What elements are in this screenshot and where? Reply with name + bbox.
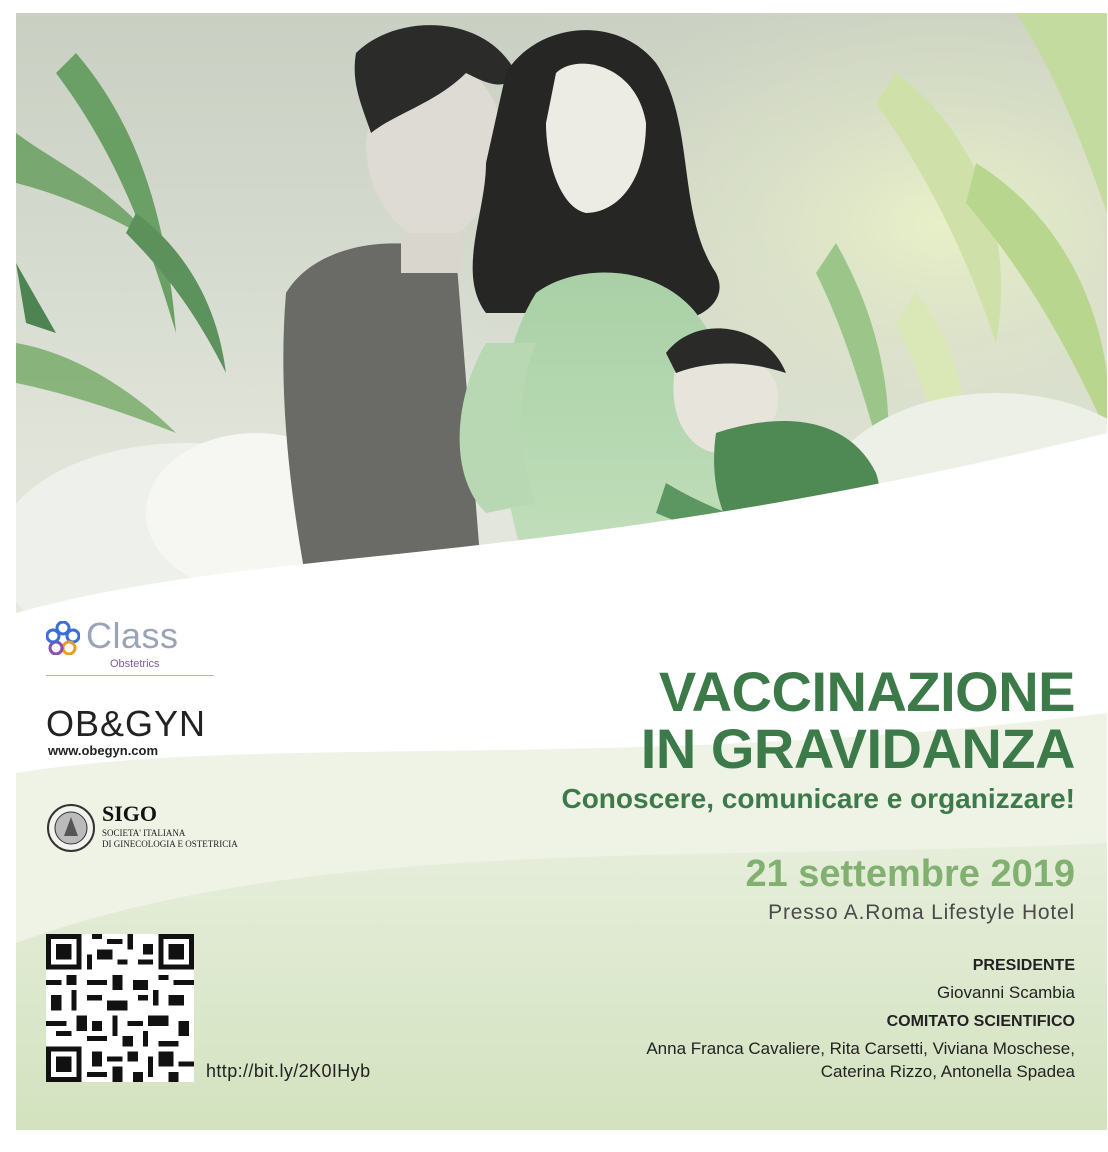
obgyn-logo <box>46 703 246 763</box>
seal-icon <box>46 803 96 853</box>
title-line: IN GRAVIDANZA <box>640 717 1075 780</box>
class-obstetrics-logo <box>46 615 216 677</box>
class-logo-word: Class <box>86 615 179 656</box>
illustration-family <box>16 13 1107 713</box>
divider <box>46 675 214 676</box>
sigo-subtitle-line: DI GINECOLOGIA E OSTETRICIA <box>102 839 238 849</box>
qr-code[interactable] <box>46 933 194 1083</box>
sigo-logo-name: SIGO <box>102 801 158 826</box>
event-title <box>640 660 1075 780</box>
event-subtitle: Conoscere, comunicare e organizzare! <box>561 783 1075 814</box>
scientific-committee-members <box>455 1037 1075 1083</box>
obgyn-logo-word: OB&GYN <box>46 703 207 744</box>
event-date: 21 settembre 2019 <box>745 853 1075 895</box>
president-name: Giovanni Scambia <box>937 983 1075 1002</box>
scientific-committee-heading: COMITATO SCIENTIFICO <box>886 1013 1075 1030</box>
members-line: Anna Franca Cavaliere, Rita Carsetti, Viviana Moschese, <box>646 1039 1075 1058</box>
event-venue: Presso A.Roma Lifestyle Hotel <box>768 901 1075 924</box>
obgyn-logo-url: www.obegyn.com <box>48 743 159 758</box>
sigo-logo <box>46 801 286 861</box>
title-line: VACCINAZIONE <box>658 660 1075 723</box>
sigo-subtitle-line: SOCIETA' ITALIANA <box>102 828 186 838</box>
event-link[interactable]: http://bit.ly/2K0IHyb <box>206 1061 371 1081</box>
flower-icon <box>46 621 80 655</box>
event-poster <box>16 13 1107 1130</box>
members-line: Caterina Rizzo, Antonella Spadea <box>820 1062 1075 1081</box>
president-heading: PRESIDENTE <box>972 957 1075 974</box>
sigo-logo-subtitle <box>102 828 292 850</box>
class-logo-sub: Obstetrics <box>110 658 160 670</box>
